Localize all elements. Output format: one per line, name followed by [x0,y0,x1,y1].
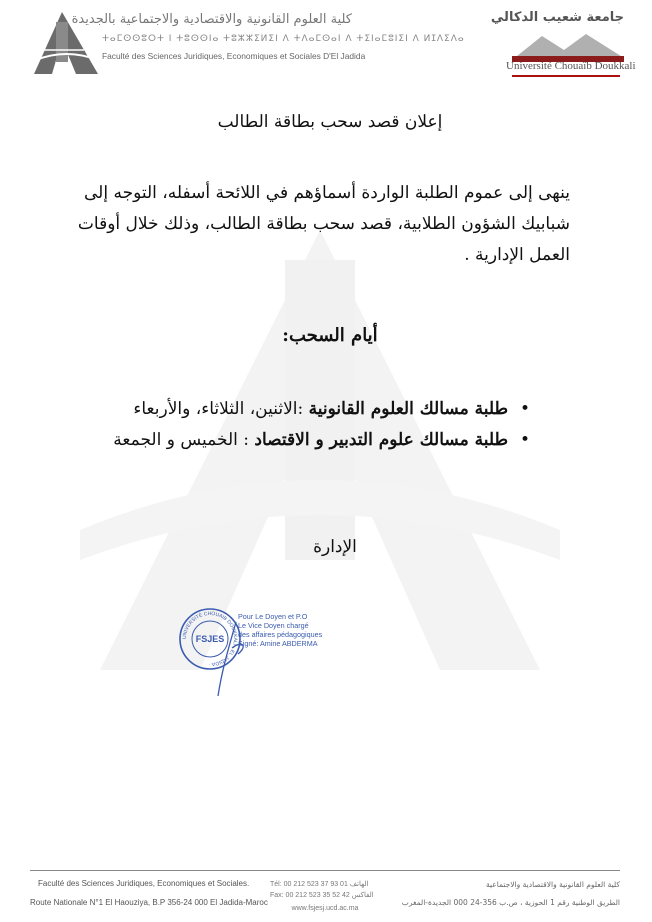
footer-fax: Fax: 00 212 523 35 52 42 الفاكس [270,892,374,899]
footer-address-french-1: Faculté des Sciences Juridiques, Economiques et Sociales. [38,879,250,888]
schedule-item-law: • طلبة مسالك العلوم القانونية :الاثنين، الثلاثاء، والأربعاء [133,399,530,419]
university-name-arabic: جامعة شعيب الدكالي [490,10,624,25]
university-name-french: Université Chouaïb Doukkali [506,60,636,72]
announcement-title: إعلان قصد سحب بطاقة الطالب [217,112,443,132]
schedule-item-label: طلبة مسالك العلوم القانونية [308,399,508,419]
schedule-item-label: طلبة مسالك علوم التدبير و الاقتصاد [254,430,508,450]
schedule-list [113,394,530,456]
university-logo-banner [512,30,624,62]
faculty-name-arabic: كلية العلوم القانونية والاقتصادية والاجتماعية بالجديدة [71,12,352,27]
faculty-name-tifinagh: ⵜⴰⵎⵙⵙⵓⵔⵜ ⵏ ⵜⵓⵙⵙⵏⴰ ⵜⵓⵣⵣⵉⵍⵉⵏ ⴷ ⵜⴷⴰⵎⵙⴰⵏ ⴷ ⵜⵉⵏⴰⵎⵓⵏⵉⵏ ⴷ ⵍⵊⴷⵉⴷⴰ [102,34,465,44]
handwritten-signature [208,620,268,700]
schedule-item-economics: • طلبة مسالك علوم التدبير و الاقتصاد : الخميس و الجمعة [113,430,530,450]
schedule-item-days: : الخميس و الجمعة [113,430,255,450]
faculty-name-french: Faculté des Sciences Juridiques, Economiques et Sociales D'El Jadida [102,51,366,61]
svg-text:UNIVERSITÉ CHOUAIB DOUKKALI ·: UNIVERSITÉ CHOUAIB DOUKKALI · EL JADIDA · [181,610,239,668]
footer-address-arabic-2: الطريق الوطنية رقم 1 الحوزية ، ص.ب 356-24 000 الجديدة-المغرب [401,898,620,907]
university-rule [512,75,620,77]
schedule-item-days: :الاثنين، الثلاثاء، والأربعاء [133,399,309,419]
days-heading: أيام السحب: [282,325,378,346]
announcement-paragraph: ينهى إلى عموم الطلبة الواردة أسماؤهم في اللائحة أسفله، التوجه إلى شبابيك الشؤون الطلابية، قصد سحب بطاقة الطالب، وذلك خلال أوقات العمل الإدارية . [77,183,570,265]
svg-text:FSJES: FSJES [195,634,225,644]
footer-address-arabic-1: كلية العلوم القانونية والاقتصادية والاجتماعية [486,880,620,889]
stamp-text: Pour Le Doyen et P.O Le Vice Doyen chargé des affaires pédagogiques Signé: Amine ABDERMA [238,612,323,648]
administration-signature: الإدارة [313,537,357,557]
footer-rule [30,870,620,871]
footer-website[interactable]: www.fsjesj.ucd.ac.ma [291,905,359,912]
footer-address-french-2: Route Nationale N°1 El Haouziya, B.P 356-24 000 El Jadida-Maroc [30,898,268,907]
footer-phone: Tél: 00 212 523 37 93 01 الهاتف [270,881,369,888]
